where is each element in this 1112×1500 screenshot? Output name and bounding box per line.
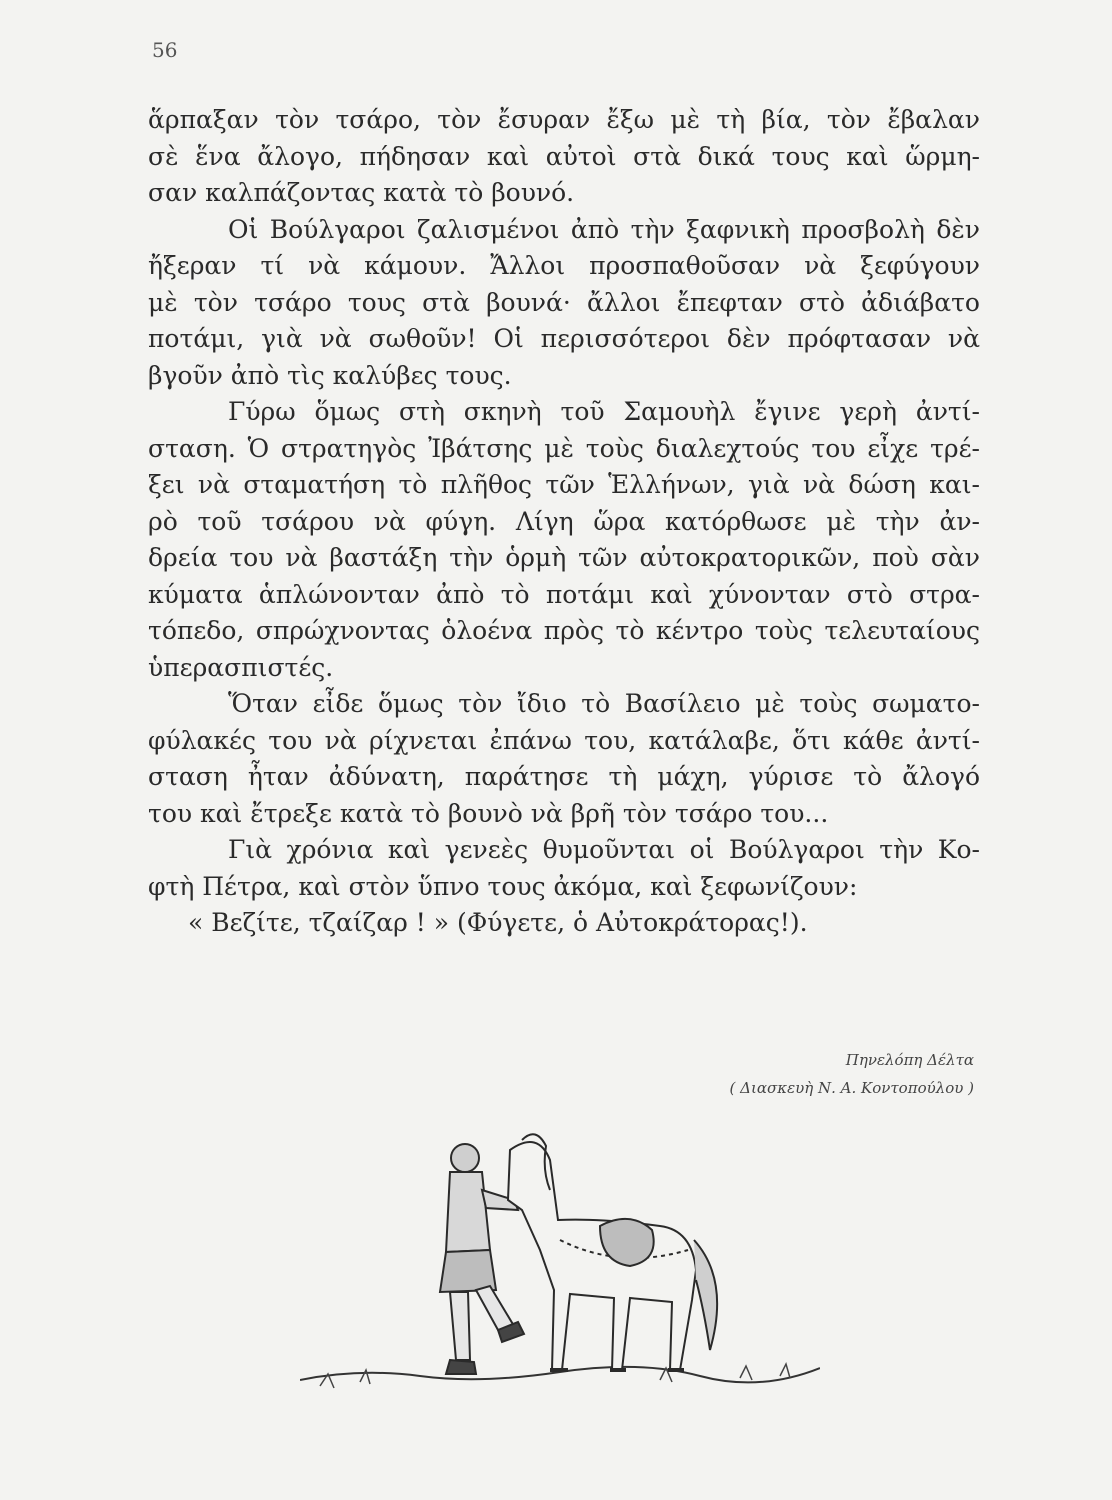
- text-line: σαν καλπάζοντας κατὰ τὸ βουνό.: [148, 178, 575, 207]
- text-line: « Βεζίτε, τζαίζαρ ! » (Φύγετε, ὁ Αὐτοκράτορας!).: [188, 908, 808, 937]
- text-line: Γύρω ὅμως στὴ σκηνὴ τοῦ Σαμουὴλ ἔγινε γερὴ ἀντί-: [228, 397, 980, 426]
- text-line: σταση. Ὁ στρατηγὸς Ἰβάτσης μὲ τοὺς διαλεχτούς του εἶχε τρέ-: [148, 433, 980, 463]
- text-line: Γιὰ χρόνια καὶ γενεὲς θυμοῦνται οἱ Βούλγαροι τὴν Κο-: [228, 835, 980, 864]
- text-line: τόπεδο, σπρώχνοντας ὁλοένα πρὸς τὸ κέντρο τοὺς τελευταίους: [148, 616, 980, 645]
- author-name: Πηνελόπη Δέλτα: [845, 1051, 974, 1069]
- signature: [730, 1046, 974, 1102]
- text-line: δρεία του νὰ βαστάξη τὴν ὁρμὴ τῶν αὐτοκρατορικῶν, ποὺ σὰν: [148, 543, 980, 572]
- text-line: ποτάμι, γιὰ νὰ σωθοῦν! Οἱ περισσότεροι δὲν πρόφτασαν νὰ: [148, 324, 980, 353]
- text-line: κύματα ἁπλώνονταν ἀπὸ τὸ ποτάμι καὶ χύνονταν στὸ στρα-: [148, 579, 980, 609]
- text-line: φύλακές του νὰ ρίχνεται ἐπάνω του, κατάλαβε, ὅτι κάθε ἀντί-: [148, 725, 980, 755]
- text-line: σὲ ἕνα ἄλογο, πήδησαν καὶ αὐτοὶ στὰ δικά τους καὶ ὥρμη-: [148, 141, 980, 171]
- text-line: ξει νὰ σταματήση τὸ πλῆθος τῶν Ἑλλήνων, γιὰ νὰ δώση και-: [148, 470, 980, 499]
- body-text: [148, 102, 980, 942]
- text-line: ρὸ τοῦ τσάρου νὰ φύγη. Λίγη ὥρα κατόρθωσε μὲ τὴν ἀν-: [148, 506, 980, 536]
- text-line: του καὶ ἔτρεξε κατὰ τὸ βουνὸ νὰ βρῆ τὸν τσάρο του...: [148, 798, 829, 828]
- text-line: ἅρπαξαν τὸν τσάρο, τὸν ἔσυραν ἔξω μὲ τὴ βία, τὸν ἔβαλαν: [148, 105, 980, 134]
- man-with-horse-illustration: [300, 1130, 820, 1410]
- adaptation-credit: ( Διασκευὴ Ν. Α. Κοντοπούλου ): [729, 1079, 974, 1097]
- text-line: ὑπερασπιστές.: [148, 652, 334, 682]
- page-number: 56: [152, 38, 178, 62]
- text-line: Ὅταν εἶδε ὅμως τὸν ἴδιο τὸ Βασίλειο μὲ τοὺς σωματο-: [228, 689, 980, 718]
- horse-figure: [508, 1134, 717, 1370]
- text-line: σταση ἦταν ἀδύνατη, παράτησε τὴ μάχη, γύρισε τὸ ἄλογό: [148, 762, 980, 791]
- text-line: ἤξεραν τί νὰ κάμουν. Ἄλλοι προσπαθοῦσαν νὰ ξεφύγουν: [148, 251, 980, 280]
- text-line: φτὴ Πέτρα, καὶ στὸν ὕπνο τους ἀκόμα, καὶ ξεφωνίζουν:: [148, 871, 858, 901]
- text-line: μὲ τὸν τσάρο τους στὰ βουνά· ἄλλοι ἔπεφταν στὸ ἀδιάβατο: [148, 287, 980, 317]
- text-line: Οἱ Βούλγαροι ζαλισμένοι ἀπὸ τὴν ξαφνικὴ προσβολὴ δὲν: [228, 214, 980, 244]
- text-line: βγοῦν ἀπὸ τὶς καλύβες τους.: [148, 360, 512, 390]
